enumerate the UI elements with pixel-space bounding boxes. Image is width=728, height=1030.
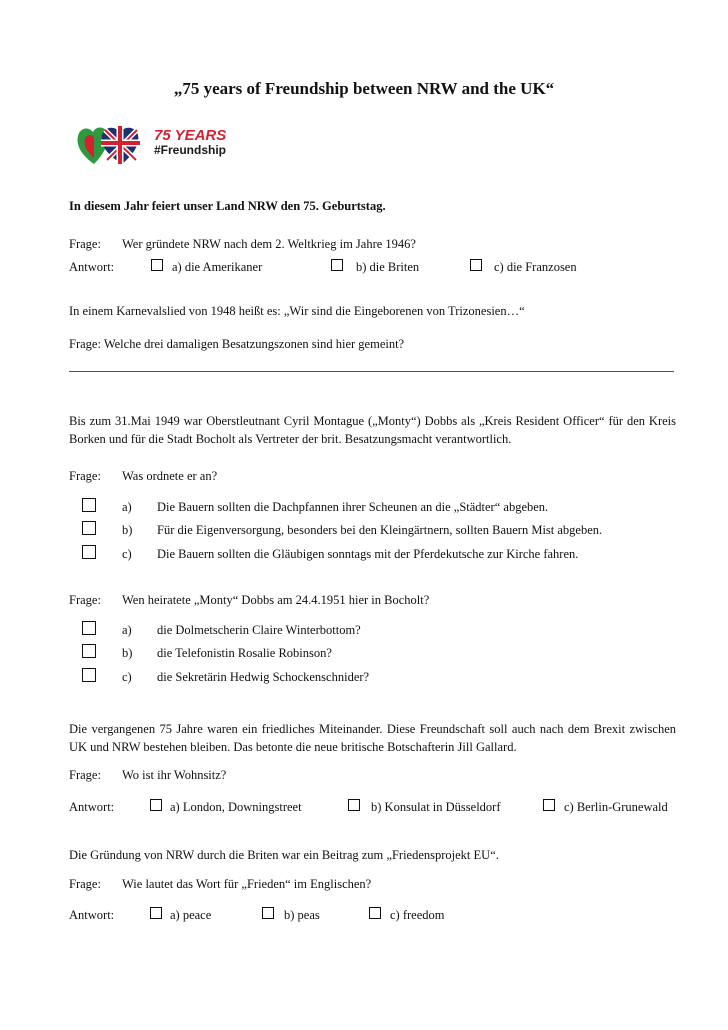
q1-option-a-checkbox[interactable] bbox=[151, 259, 163, 271]
logo bbox=[74, 120, 244, 170]
q6-option-a-checkbox[interactable] bbox=[150, 907, 162, 919]
q6-label: Frage: bbox=[69, 877, 101, 891]
brexit-paragraph: Die vergangenen 75 Jahre waren ein friedliches Miteinander. Diese Freundschaft soll auch nach dem Brexit zwischen UK und NRW bestehen bleiben. Das betonte die neue britische Botschafterin Jill Gallard. bbox=[69, 722, 676, 754]
eu-text: Die Gründung von NRW durch die Briten war ein Beitrag zum „Friedensprojekt EU“. bbox=[69, 848, 499, 862]
q4-label: Frage: bbox=[69, 593, 101, 607]
q3-question: Was ordnete er an? bbox=[122, 469, 218, 483]
q3-option-c-letter: c) bbox=[122, 547, 132, 561]
q6-answer-label: Antwort: bbox=[69, 908, 115, 922]
q1-option-a: a) die Amerikaner bbox=[172, 260, 263, 274]
q3-option-b-text: Für die Eigenversorgung, besonders bei den Kleingärtnern, sollten Bauern Mist abgeben. bbox=[157, 523, 603, 537]
q6-option-c: c) freedom bbox=[390, 908, 445, 922]
q4-option-a-letter: a) bbox=[122, 623, 132, 637]
q4-option-b-text: die Telefonistin Rosalie Robinson? bbox=[157, 646, 332, 660]
q3-option-b-checkbox[interactable] bbox=[82, 521, 96, 535]
q3-option-a-text: Die Bauern sollten die Dachpfannen ihrer Scheunen an die „Städter“ abgeben. bbox=[157, 500, 549, 514]
q5-question: Wo ist ihr Wohnsitz? bbox=[122, 768, 227, 782]
q3-option-a-checkbox[interactable] bbox=[82, 498, 96, 512]
q3-option-a-letter: a) bbox=[122, 500, 132, 514]
q1-option-c-checkbox[interactable] bbox=[470, 259, 482, 271]
q6-option-b-checkbox[interactable] bbox=[262, 907, 274, 919]
q5-label: Frage: bbox=[69, 768, 101, 782]
q1-label: Frage: bbox=[69, 237, 101, 251]
q3-option-b-letter: b) bbox=[122, 523, 133, 537]
q5-option-b-checkbox[interactable] bbox=[348, 799, 360, 811]
q4-question: Wen heiratete „Monty“ Dobbs am 24.4.1951 hier in Bocholt? bbox=[122, 593, 430, 607]
q4-option-c-text: die Sekretärin Hedwig Schockenschnider? bbox=[157, 670, 370, 684]
q4-option-c-letter: c) bbox=[122, 670, 132, 684]
q3-option-c-checkbox[interactable] bbox=[82, 545, 96, 559]
q6-option-b: b) peas bbox=[284, 908, 320, 922]
logo-tag: #Freundship bbox=[154, 143, 227, 157]
q5-option-c-checkbox[interactable] bbox=[543, 799, 555, 811]
q6-question: Wie lautet das Wort für „Frieden“ im Englischen? bbox=[122, 877, 372, 891]
q5-option-a: a) London, Downingstreet bbox=[170, 800, 302, 814]
q1-question: Wer gründete NRW nach dem 2. Weltkrieg im Jahre 1946? bbox=[122, 237, 416, 251]
monty-paragraph: Bis zum 31.Mai 1949 war Oberstleutnant Cyril Montague („Monty“) Dobbs als „Kreis Resident Officer“ für den Kreis Borken und für die Stadt Bocholt als Vertreter der brit. Besatzungsmacht verantwortlich. bbox=[69, 414, 676, 446]
q4-option-c-checkbox[interactable] bbox=[82, 668, 96, 682]
q1-option-b: b) die Briten bbox=[356, 260, 420, 274]
q4-option-b-letter: b) bbox=[122, 646, 133, 660]
q1-option-c: c) die Franzosen bbox=[494, 260, 577, 274]
page-title: „75 years of Freundship between NRW and the UK“ bbox=[173, 79, 555, 98]
q5-option-a-checkbox[interactable] bbox=[150, 799, 162, 811]
q6-option-a: a) peace bbox=[170, 908, 212, 922]
logo-years: 75 YEARS bbox=[154, 127, 227, 144]
q5-answer-label: Antwort: bbox=[69, 800, 115, 814]
q1-answer-label: Antwort: bbox=[69, 260, 115, 274]
q4-option-a-checkbox[interactable] bbox=[82, 621, 96, 635]
q3-option-c-text: Die Bauern sollten die Gläubigen sonntags mit der Pferdekutsche zur Kirche fahren. bbox=[157, 547, 579, 561]
logo-hearts-icon bbox=[74, 120, 152, 168]
q1-option-b-checkbox[interactable] bbox=[331, 259, 343, 271]
q5-option-c: c) Berlin-Grunewald bbox=[564, 800, 668, 814]
q2-question: Frage: Welche drei damaligen Besatzungszonen sind hier gemeint? bbox=[69, 337, 405, 351]
q4-option-b-checkbox[interactable] bbox=[82, 644, 96, 658]
karneval-text: In einem Karnevalslied von 1948 heißt es: „Wir sind die Eingeborenen von Trizonesien…“ bbox=[69, 304, 525, 318]
intro-text: In diesem Jahr feiert unser Land NRW den 75. Geburtstag. bbox=[69, 199, 386, 213]
q3-label: Frage: bbox=[69, 469, 101, 483]
q4-option-a-text: die Dolmetscherin Claire Winterbottom? bbox=[157, 623, 361, 637]
q5-option-b: b) Konsulat in Düsseldorf bbox=[371, 800, 501, 814]
logo-text bbox=[154, 128, 226, 158]
answer-line[interactable] bbox=[69, 371, 674, 372]
q6-option-c-checkbox[interactable] bbox=[369, 907, 381, 919]
